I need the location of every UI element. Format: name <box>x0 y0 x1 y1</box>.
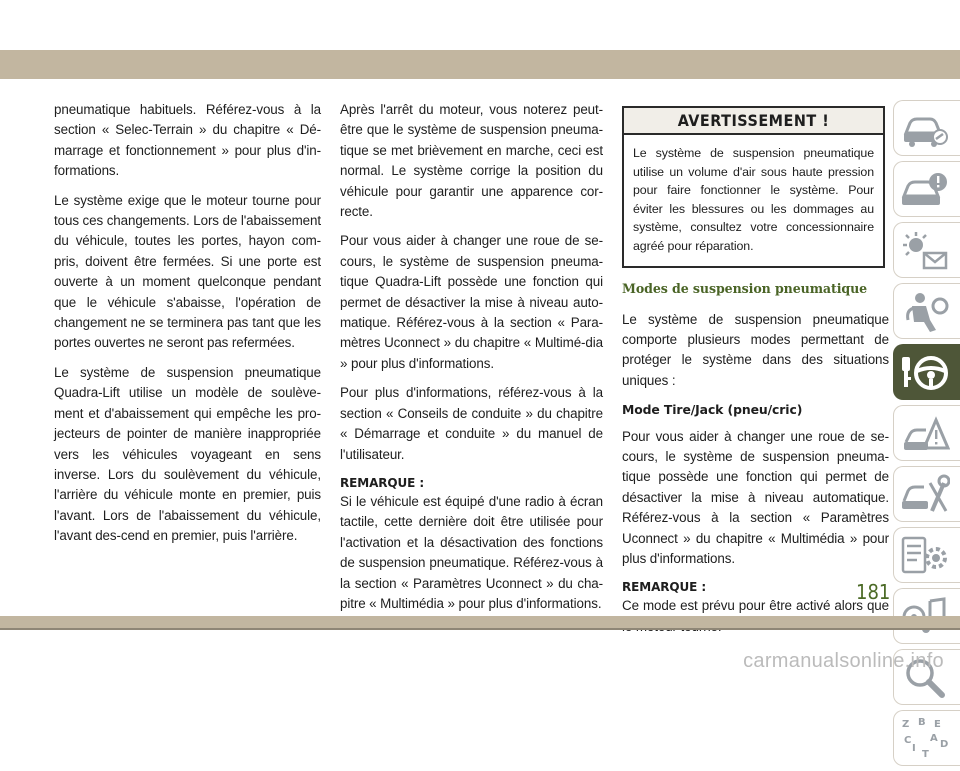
index-letter: A <box>930 733 938 744</box>
note-label: REMARQUE : <box>622 580 707 595</box>
paragraph: Le système de suspension pneumatique Quadra-Lift utilise un modèle de soulève-ment et d'abaissement qui empêche les pro-jecteurs de pointer de manière inappropriée vers les véhicules voyageant en sens inverse. Lors du soulèvement du véhicule, l'arrière du véhicule monte en premier, puis l'avant. Lors de l'abaissement du véhicule, l'avant des-cend en premier, puis l'arrière. <box>54 364 321 544</box>
tab-index[interactable] <box>893 710 960 766</box>
dashboard-lights-icon <box>900 229 950 273</box>
tab-safety[interactable] <box>893 283 960 339</box>
paragraph: Le système de suspension pneumatique comporte plusieurs modes permettant de protéger le système dans des situations uniques : <box>622 311 889 388</box>
index-letter: Z <box>902 719 910 730</box>
page-number: 181 <box>856 580 891 604</box>
paragraph: Pour vous aider à changer une roue de se-cours, le système de suspension pneuma-tique possède une fonction qui permet de désactiver la mise à niveau automatique. Référez-vous à la section « Paramètres Uconnect » du chapitre « Multimédia » pour plus d'informations. <box>622 428 889 567</box>
bottom-decorative-line <box>0 628 960 630</box>
index-letter: E <box>934 719 941 730</box>
text-column-2 <box>340 100 603 623</box>
tab-starting-driving[interactable] <box>893 344 960 400</box>
car-warning-icon <box>900 168 950 212</box>
emergency-triangle-icon <box>900 412 950 456</box>
index-letter: I <box>912 743 916 754</box>
tab-car-info[interactable] <box>893 100 960 156</box>
tab-specifications[interactable] <box>893 527 960 583</box>
index-letter: B <box>918 717 926 728</box>
paragraph: Après l'arrêt du moteur, vous noterez peut-être que le système de suspension pneuma-tique se met brièvement en marche, ceci est normal. Le système corrige la position du véhicule pour garantir une apparence cor-recte. <box>340 102 603 220</box>
tab-maintenance[interactable] <box>893 466 960 522</box>
index-letters-icon <box>900 717 950 761</box>
car-info-icon <box>900 107 950 151</box>
bottom-decorative-band <box>0 616 960 628</box>
paragraph: Le système exige que le moteur tourne pour tous ces changements. Lors de l'abaissement du véhicule, toutes les portes, hayon com-pris, doivent être fermées. Si une porte est ouverte à un moment quelconque pendant que le véhicule s'abaisse, l'opération de changement ne se terminera pas tant que les portes ouvertes ne seront pas refermées. <box>54 192 321 351</box>
paragraph: pneumatique habituels. Référez-vous à la section « Selec-Terrain » du chapitre « Dé-marrage et fonctionnement » pour plus d'in-formations. <box>54 102 321 179</box>
maintenance-tools-icon <box>900 473 950 517</box>
tab-emergency[interactable] <box>893 405 960 461</box>
paragraph: Pour plus d'informations, référez-vous à la section « Conseils de conduite » du chapitre « Démarrage et conduite » du manuel de l'utilisateur. <box>340 385 603 462</box>
index-letter: C <box>904 735 912 746</box>
steering-wheel-key-icon <box>900 351 950 395</box>
index-letter: T <box>922 749 929 760</box>
paragraph: Pour vous aider à changer une roue de se-cours, le système de suspension pneuma-tique Quadra-Lift possède une fonction qui permet de désactiver la mise à niveau auto-matique. Référez-vous à la section « Para-mètres Uconnect » du chapitre « Multimé-dia » pour plus d'informations. <box>340 233 603 371</box>
warning-box <box>622 106 885 268</box>
section-heading: Modes de suspension pneumatique <box>622 280 868 296</box>
note-block <box>340 474 603 614</box>
tab-dashboard-lights[interactable] <box>893 222 960 278</box>
text-column-3 <box>622 106 889 646</box>
top-decorative-band <box>0 50 960 79</box>
note-text: Ce mode est prévu pour être activé alors que <box>622 598 889 614</box>
note-text: Si le véhicule est équipé d'une radio à écran tactile, cette dernière doit être utilisée pour l'activation et la désactivation des fonctions de suspension pneumatique. Référez-vous à la section « Paramètres Uconnect » du cha-pitre « Multimédia » pour plus d'informations. <box>340 493 603 611</box>
mode-heading: Mode Tire/Jack (pneu/cric) <box>622 402 803 418</box>
warning-text: Le système de suspension pneumatique utilise un volume d'air sous haute pression pour faire fonctionner le système. Pour éviter les blessures ou les dommages au système, consultez votre concessionnaire agréé pour réparation. <box>633 146 874 253</box>
warning-title: AVERTISSEMENT ! <box>624 108 883 135</box>
watermark: carmanualsonline.info <box>743 650 944 672</box>
specifications-gear-icon <box>900 534 950 578</box>
safety-airbag-icon <box>900 290 950 334</box>
text-column-1 <box>54 100 321 556</box>
tab-car-warning[interactable] <box>893 161 960 217</box>
index-letter: D <box>940 739 949 750</box>
note-label: REMARQUE : <box>340 475 425 490</box>
